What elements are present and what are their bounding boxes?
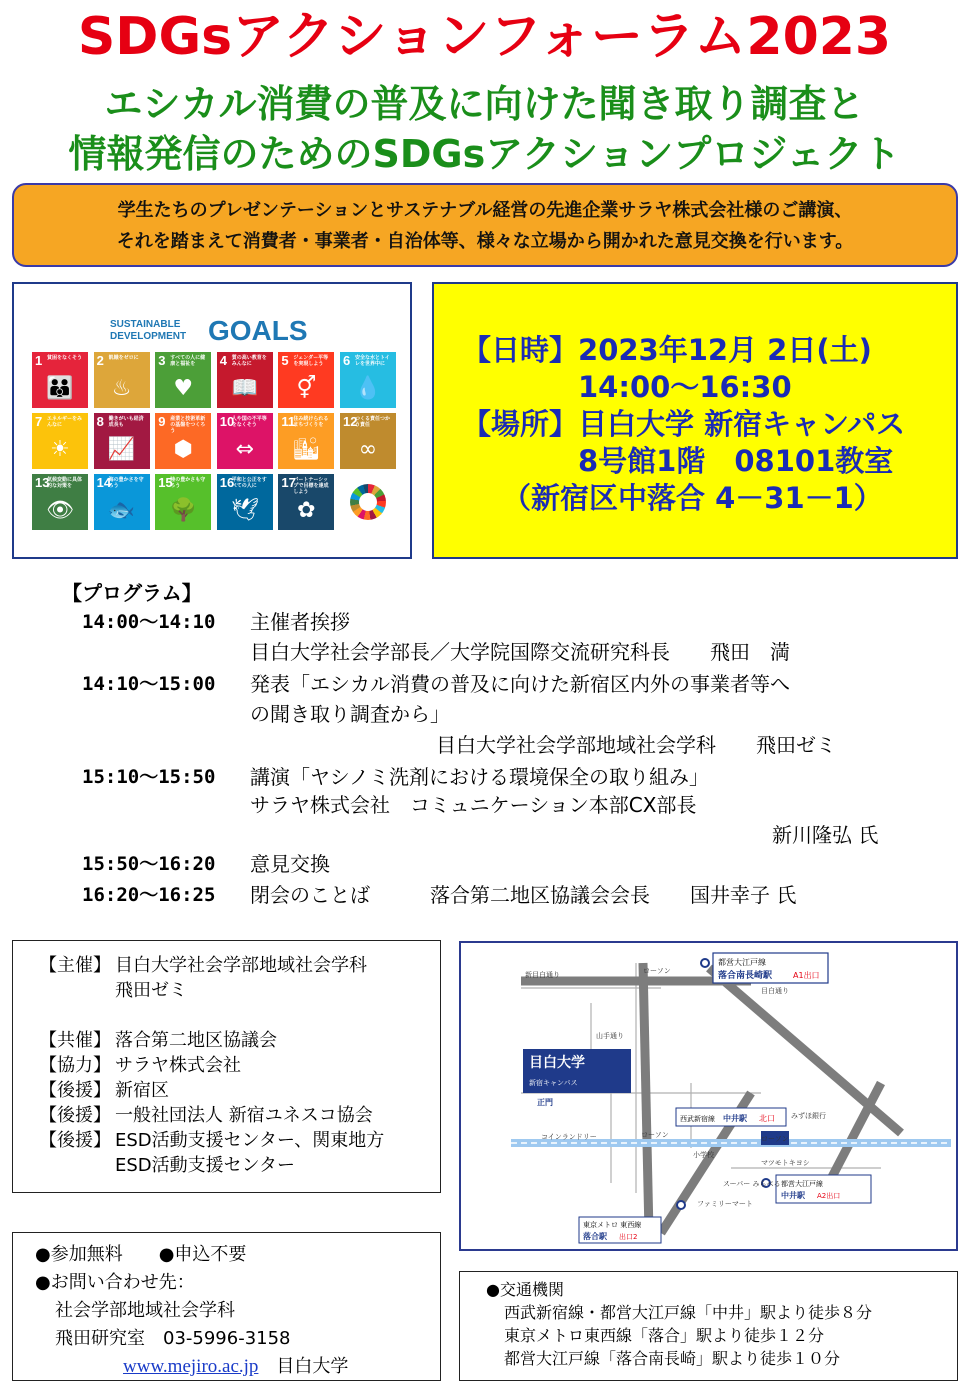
free-admission-row [35, 1241, 440, 1269]
gender-icon: ⚥ [296, 376, 317, 401]
program-time: 14:00～14:10 [82, 611, 216, 633]
contact-lab-row [35, 1325, 440, 1353]
sdg-goal-number: 8 [96, 414, 104, 429]
sdg-goal-label: すべての人に健康と福祉を [170, 355, 206, 367]
host-row: 【主催】 目白大学社会学部地域社会学科 [39, 955, 367, 976]
sdg-goal-tile [32, 352, 88, 408]
landmark-label: 山手通り [596, 1032, 624, 1040]
sdg-goals-word: GOALS [208, 315, 308, 346]
sdg-logo-left-text: SUSTAINABLE DEVELOPMENT [110, 319, 187, 342]
fish-icon: 🐟 [107, 498, 136, 523]
sdg-goal-label: 飢餓をゼロに [108, 355, 139, 361]
campus-name: 目白大学 [529, 1055, 585, 1071]
program-time: 14:10～15:00 [82, 673, 216, 695]
university-name: 目白大学 [276, 1356, 349, 1377]
contact-lab: 飛田研究室 [55, 1328, 145, 1349]
sdg-goal-tile [217, 352, 273, 408]
equality-icon: ⇔ [235, 437, 254, 462]
station-name: 中井駅 [781, 1191, 805, 1200]
place-tag: 【場所】 [462, 407, 579, 441]
program-section [0, 575, 969, 915]
sdg-goal-tile [155, 413, 211, 469]
inquiry-heading: ●お問い合わせ先： [35, 1272, 195, 1293]
family-icon: 👪 [46, 376, 74, 401]
sdg-goal-tile [278, 352, 334, 408]
sdg-goal-number: 1 [35, 353, 43, 368]
sdg-goal-label: 平和と公正をすべての人に [231, 477, 267, 489]
sdg-wheel-logo [340, 474, 396, 530]
access-line: 東京メトロ東西線「落合」駅より徒歩１２分 [504, 1326, 825, 1345]
sdg-goal-label: エネルギーをみんなに [47, 416, 83, 428]
sdg-goal-label: 人や国の不平等をなくそう [231, 416, 267, 428]
sdg-goal-label: 働きがいも経済成長も [108, 416, 144, 428]
station-name: 落合南長崎駅 [718, 971, 773, 981]
sdg-goal-tile [217, 474, 273, 530]
access-line: 都営大江戸線「落合南長崎」駅より徒歩１０分 [504, 1349, 841, 1368]
landmark-label: スーパー みらべる [723, 1180, 781, 1188]
event-time: 14:00～16:30 [578, 370, 792, 404]
sdg-goal-number: 13 [35, 475, 50, 490]
sdg-goal-tile [94, 352, 150, 408]
sdg-goal-tile [94, 413, 150, 469]
sdg-goal-tile [155, 474, 211, 530]
program-time: 15:10～15:50 [82, 766, 216, 788]
sdg-wheel-icon [350, 484, 386, 520]
contact-url-row [35, 1353, 440, 1381]
program-heading: 【プログラム】 [62, 581, 202, 605]
free-admission: ●参加無料 [35, 1244, 123, 1265]
growth-chart-icon: 📈 [107, 437, 136, 462]
station-exit: 北口 [759, 1114, 775, 1123]
program-item: 主催者挨拶 [250, 610, 350, 634]
sdg-goal-number: 4 [219, 353, 228, 368]
program-item: 目白大学社会学部地域社会学科 飛田ゼミ [436, 733, 836, 757]
sdg-goal-tile [278, 474, 334, 530]
station-line-label: 都営大江戸線 [781, 1180, 823, 1188]
sdg-goal-number: 9 [158, 414, 166, 429]
intro-line-1: 学生たちのプレゼンテーションとサステナブル経営の先進企業サラヤ株式会社様のご講演、 [117, 200, 853, 221]
sdg-logo-header [110, 316, 330, 348]
flower-icon: ✿ [297, 498, 316, 523]
contact-box [12, 1232, 441, 1381]
sdg-goal-number: 15 [158, 475, 173, 490]
sdg-goal-tile [340, 413, 396, 469]
sdg-goal-label: 貧困をなくそう [47, 355, 83, 361]
sdg-goal-number: 12 [342, 414, 358, 429]
landmark-label: 小学校 [693, 1151, 714, 1159]
sdg-goal-number: 7 [35, 414, 43, 429]
landmark-label: ファミリーマート [697, 1200, 753, 1208]
university-website-link[interactable]: www.mejiro.ac.jp [123, 1356, 259, 1377]
station-line-label: 都営大江戸線 [718, 958, 766, 967]
landmark-label: コインランドリー [541, 1133, 597, 1141]
event-room: 8号館1階 08101教室 [578, 444, 894, 478]
event-info-box [432, 282, 958, 559]
access-info-box [459, 1271, 958, 1381]
sdg-goal-tile [278, 413, 334, 469]
station-line-label: 西武新宿線 [680, 1115, 715, 1123]
sdg-goal-tile [32, 413, 88, 469]
station-icon [701, 959, 709, 967]
dove-icon: 🕊 [230, 498, 259, 523]
sdg-goal-label: 海の豊かさを守ろう [108, 477, 144, 489]
sdg-goal-number: 6 [342, 353, 351, 368]
water-icon: 💧 [354, 376, 382, 401]
event-date-line [462, 332, 872, 369]
program-item: 閉会のことば 落合第二地区協議会会長 国井幸子 氏 [250, 883, 797, 907]
landmark-label: 目白通り [761, 987, 789, 995]
campus-sub: 新宿キャンパス [529, 1079, 578, 1087]
sdg-goal-label: つくる責任つかう責任 [354, 416, 390, 428]
program-item: 新川隆弘 氏 [772, 823, 879, 847]
sdg-goal-grid [32, 352, 396, 530]
event-title: SDGsアクションフォーラム2023 [77, 7, 892, 67]
sdg-goal-number: 2 [96, 353, 104, 368]
sdg-goal-number: 16 [219, 475, 235, 490]
tree-icon: 🌳 [169, 498, 197, 523]
sdg-goal-label: 住み続けられるまちづくりを [293, 416, 329, 428]
landmark-label: ローソン [643, 967, 671, 975]
program-item: 講演「ヤシノミ洗剤における環境保全の取り組み」 [250, 765, 709, 789]
contact-department: 社会学部地域社会学科 [55, 1300, 235, 1321]
sdg-goal-label: 産業と技術革新の基盤をつくろう [170, 416, 206, 434]
sdg-goal-tile [94, 474, 150, 530]
sdg-goal-label: 安全な水とトイレを世界中に [354, 355, 390, 367]
sdg-goal-tile [32, 474, 88, 530]
support-row: 【後援】 新宿区 [39, 1080, 169, 1101]
sun-icon: ☀ [50, 437, 70, 462]
sdg-goal-label: ジェンダー平等を実現しよう [293, 355, 329, 367]
station-name: 中井駅 [723, 1114, 747, 1123]
landmark-label: みずほ銀行 [791, 1112, 826, 1120]
sdg-goal-label: パートナーシップで目標を達成しよう [293, 477, 329, 495]
book-icon: 📖 [231, 376, 259, 401]
support-row: 【後援】 ESD活動支援センター、関東地方 [39, 1130, 385, 1151]
organizers-box [12, 940, 441, 1193]
cooperation-row: 【協力】 サラヤ株式会社 [39, 1055, 241, 1076]
event-place: 目白大学 新宿キャンパス [578, 407, 906, 441]
sdg-goal-number: 10 [219, 414, 235, 429]
program-item: 意見交換 [250, 852, 330, 876]
intro-banner [12, 183, 958, 267]
landmark-label: 新目白通り [525, 971, 560, 979]
event-date: 2023年12月 2日(土) [578, 333, 872, 367]
eye-icon: 👁 [46, 498, 74, 523]
sdg-goal-tile [217, 413, 273, 469]
access-heading: ●交通機関 [486, 1280, 564, 1299]
cohost-row: 【共催】 落合第二地区協議会 [39, 1030, 277, 1051]
station-exit: A1出口 [793, 971, 820, 980]
station-exit: 出口2 [619, 1233, 638, 1241]
support-row-continued: ESD活動支援センター [115, 1155, 295, 1176]
landmark-label: ローソン [641, 1131, 669, 1139]
program-item: 発表「エシカル消費の普及に向けた新宿区内外の事業者等へ [250, 672, 790, 696]
no-registration: ●申込不要 [158, 1244, 247, 1265]
intro-line-2: それを踏まえて消費者・事業者・自治体等、様々な立場から開かれた意見交換を行います。 [116, 231, 854, 252]
landmark-label: マツモトキヨシ [761, 1159, 810, 1167]
sdg-goal-label: 気候変動に具体的な対策を [47, 477, 83, 489]
program-item: の聞き取り調査から」 [250, 702, 450, 726]
station-line-label: 東京メトロ 東西線 [583, 1221, 642, 1229]
access-map [459, 941, 958, 1251]
city-icon: 🏙 [292, 437, 321, 462]
station-exit: A2出口 [817, 1192, 841, 1200]
heartbeat-icon: ♥ [173, 376, 194, 401]
event-subtitle-line1: エシカル消費の普及に向けた聞き取り調査と [104, 82, 865, 126]
bowl-icon: ♨ [111, 376, 132, 401]
support-row: 【後援】 一般社団法人 新宿ユネスコ協会 [39, 1105, 373, 1126]
main-gate-label: 正門 [537, 1098, 553, 1107]
sdg-goal-tile [155, 352, 211, 408]
program-time: 16:20～16:25 [82, 884, 216, 906]
event-address: （新宿区中落合 4－31－1） [502, 481, 883, 515]
sdg-goal-number: 14 [96, 475, 112, 490]
landmark-label: ローソン [761, 1135, 789, 1143]
sdg-goal-tile [340, 352, 396, 408]
contact-phone: 03-5996-3158 [163, 1328, 291, 1349]
sdg-goal-number: 11 [281, 414, 296, 429]
sdg-goal-number: 3 [158, 353, 166, 368]
host-row-2: 飛田ゼミ [115, 980, 187, 1001]
sdg-goal-label: 質の高い教育をみんなに [231, 355, 267, 367]
date-tag: 【日時】 [462, 333, 579, 367]
event-subtitle-line2: 情報発信のためのSDGsアクションプロジェクト [68, 132, 901, 176]
sdg-goals-panel [12, 282, 412, 559]
sdg-goal-label: 陸の豊かさも守ろう [170, 477, 206, 489]
infinity-icon: ∞ [358, 437, 378, 462]
station-icon [677, 1201, 685, 1209]
program-item: サラヤ株式会社 コミュニケーション本部CX部長 [250, 793, 697, 817]
cubes-icon: ⬢ [173, 437, 193, 462]
station-name: 落合駅 [583, 1232, 607, 1241]
sdg-goal-number: 5 [281, 353, 289, 368]
program-item: 目白大学社会学部長／大学院国際交流研究科長 飛田 満 [250, 640, 790, 664]
program-time: 15:50～16:20 [82, 853, 216, 875]
event-place-line [462, 406, 905, 443]
sdg-goal-number: 17 [281, 475, 296, 490]
access-line: 西武新宿線・都営大江戸線「中井」駅より徒歩８分 [504, 1303, 873, 1322]
